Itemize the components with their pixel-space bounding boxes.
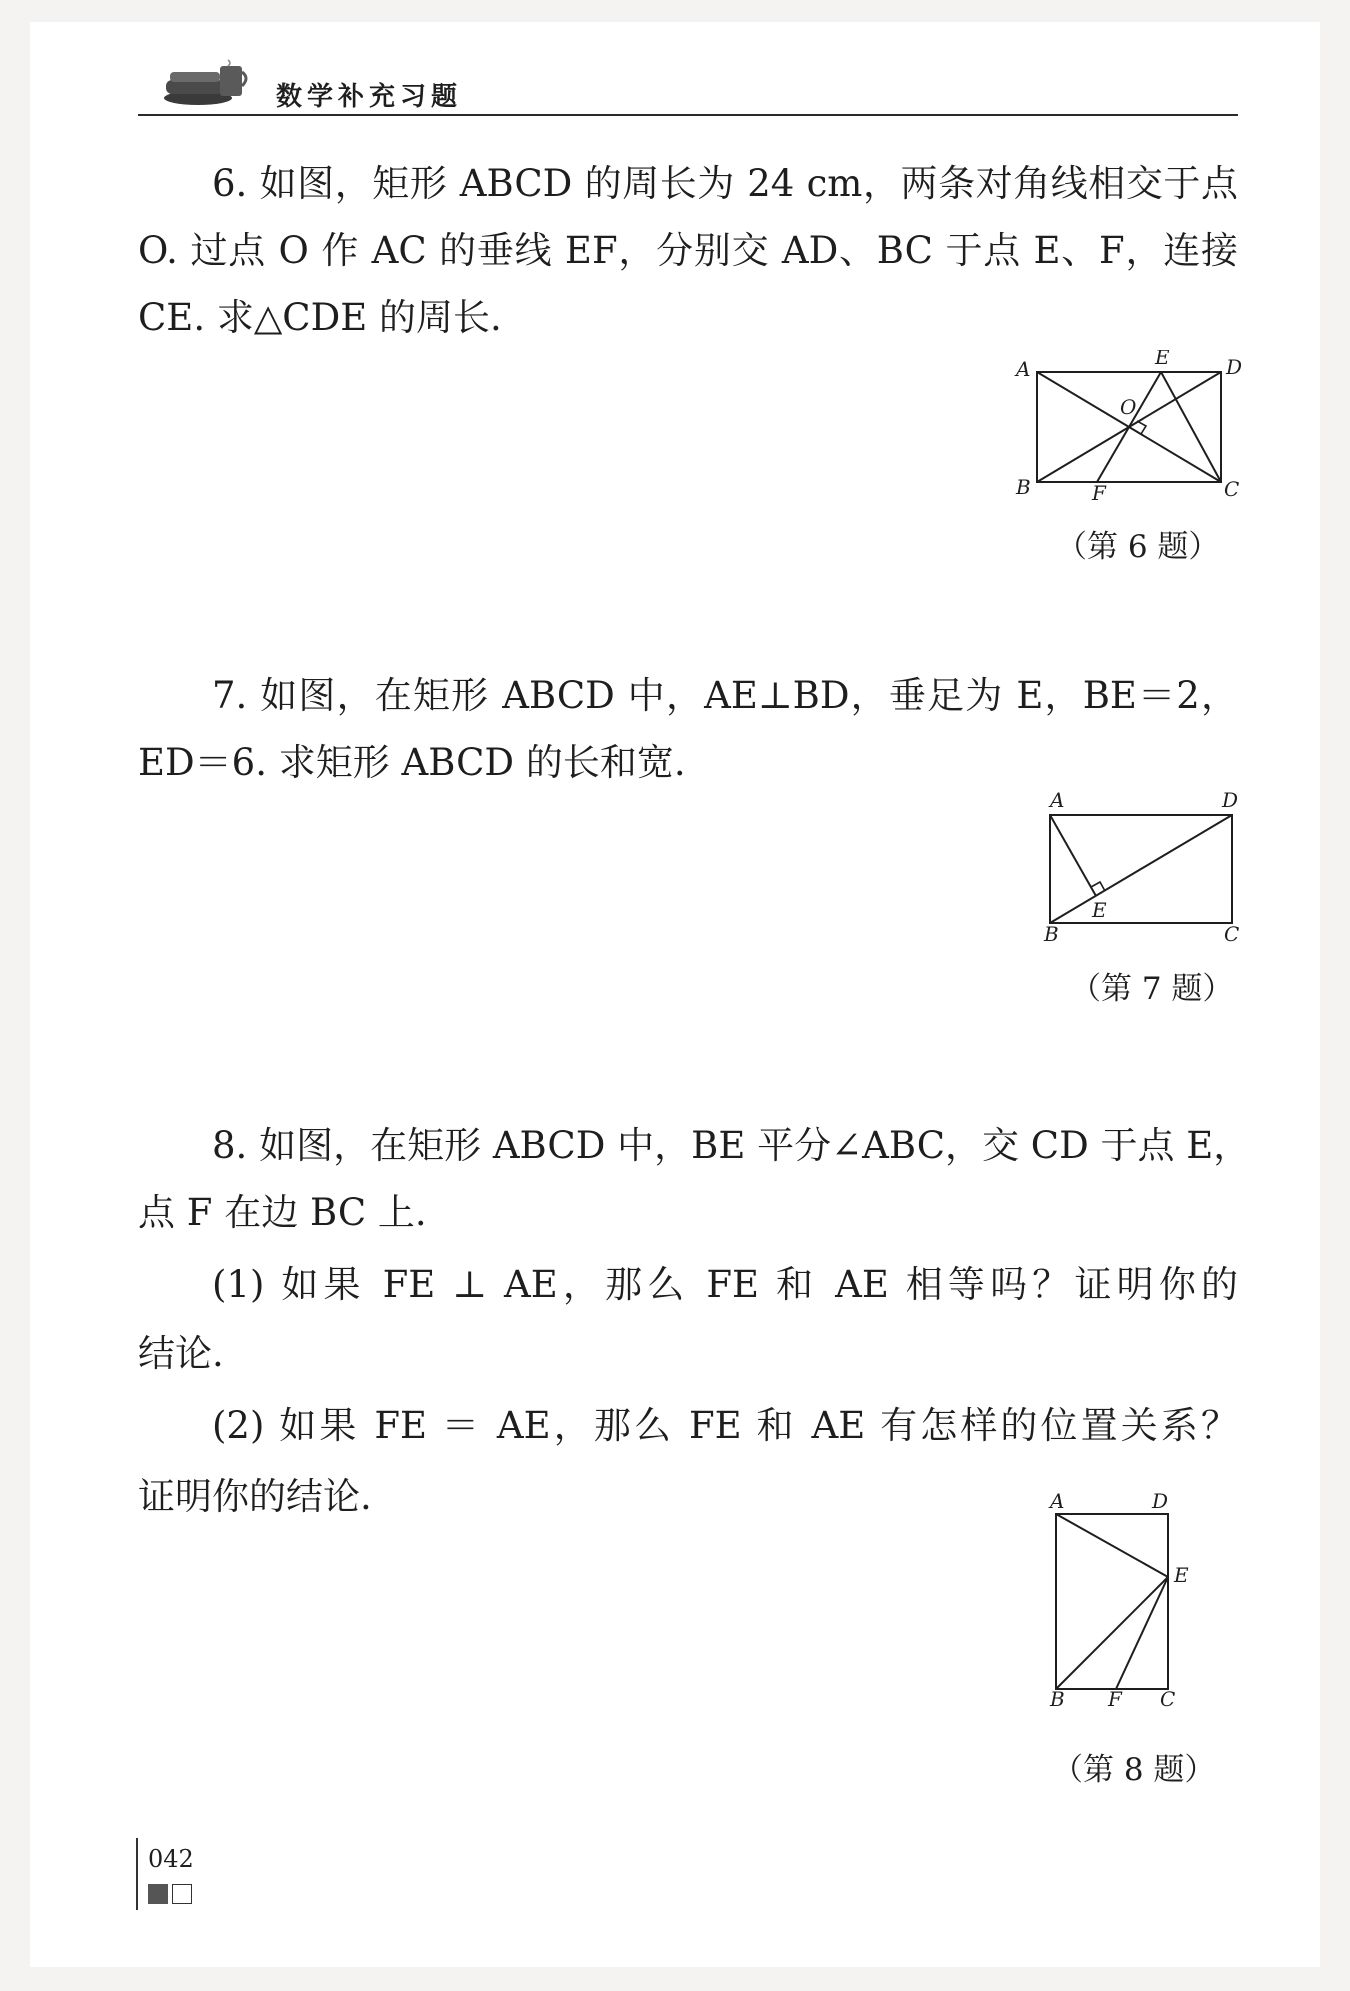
q7-label-e: E — [1092, 898, 1107, 922]
filled-square-icon — [148, 1884, 168, 1904]
q6-label-f: F — [1092, 481, 1106, 505]
empty-square-icon — [172, 1884, 192, 1904]
q8-part-2-line-1: (2) 如果 FE ＝ AE，那么 FE 和 AE 有怎样的位置关系？ — [212, 1404, 1238, 1447]
q6-label-o: O — [1120, 395, 1137, 419]
q7-figure — [1030, 785, 1250, 949]
q8-label-c: C — [1160, 1687, 1176, 1710]
header-title: 数学补充习题 — [276, 82, 463, 112]
q7-line-ae — [1050, 815, 1096, 896]
q6-line-1: 6. 如图，矩形 ABCD 的周长为 24 cm，两条对角线相交于点 — [212, 162, 1238, 205]
q8-rectangle — [1056, 1514, 1168, 1689]
q8-figure — [1040, 1490, 1210, 1714]
q7-label-b: B — [1044, 922, 1059, 945]
q7-label-c: C — [1224, 922, 1240, 945]
header-divider — [138, 114, 1238, 116]
book-and-cup-icon — [160, 58, 250, 108]
q8-line-be — [1056, 1577, 1168, 1689]
q8-label-d: D — [1152, 1490, 1169, 1513]
q7-caption: （第 7 题） — [1070, 971, 1234, 1007]
q6-figure — [1010, 350, 1250, 514]
q6-label-c: C — [1224, 477, 1240, 501]
q6-line-ce — [1161, 372, 1221, 482]
q7-diagonal-bd — [1050, 815, 1232, 923]
q8-label-b: B — [1050, 1687, 1065, 1710]
q8-line-2: 点 F 在边 BC 上. — [138, 1191, 427, 1234]
q6-line-ef — [1097, 372, 1161, 482]
q7-line-2: ED＝6. 求矩形 ABCD 的长和宽. — [138, 741, 686, 784]
q8-label-e: E — [1174, 1563, 1189, 1587]
q6-label-d: D — [1226, 355, 1243, 379]
q6-label-b: B — [1016, 475, 1031, 499]
page-number: 042 — [148, 1845, 194, 1873]
q8-label-a: A — [1050, 1490, 1065, 1513]
q8-part-1-line-1: (1) 如果 FE ⊥ AE，那么 FE 和 AE 相等吗？证明你的 — [212, 1263, 1238, 1306]
q8-line-ae — [1056, 1514, 1168, 1577]
q8-caption: （第 8 题） — [1052, 1752, 1216, 1788]
q7-label-a: A — [1050, 788, 1065, 812]
q8-part-1-line-2: 结论. — [138, 1332, 224, 1375]
q7-label-d: D — [1222, 788, 1239, 812]
q7-line-1: 7. 如图，在矩形 ABCD 中，AE⊥BD，垂足为 E，BE＝2， — [212, 674, 1238, 717]
q8-line-fe — [1116, 1577, 1168, 1689]
q8-part-2-line-2: 证明你的结论. — [138, 1475, 372, 1518]
q6-label-a: A — [1016, 357, 1031, 381]
q6-line-3: CE. 求△CDE 的周长. — [138, 296, 502, 339]
q8-label-f: F — [1108, 1687, 1122, 1710]
q8-line-1: 8. 如图，在矩形 ABCD 中，BE 平分∠ABC，交 CD 于点 E， — [212, 1124, 1251, 1167]
q6-line-2: O. 过点 O 作 AC 的垂线 EF，分别交 AD、BC 于点 E、F，连接 — [138, 229, 1238, 272]
q6-caption: （第 6 题） — [1056, 529, 1220, 565]
footer-divider — [136, 1838, 138, 1910]
q6-label-e: E — [1155, 350, 1170, 369]
